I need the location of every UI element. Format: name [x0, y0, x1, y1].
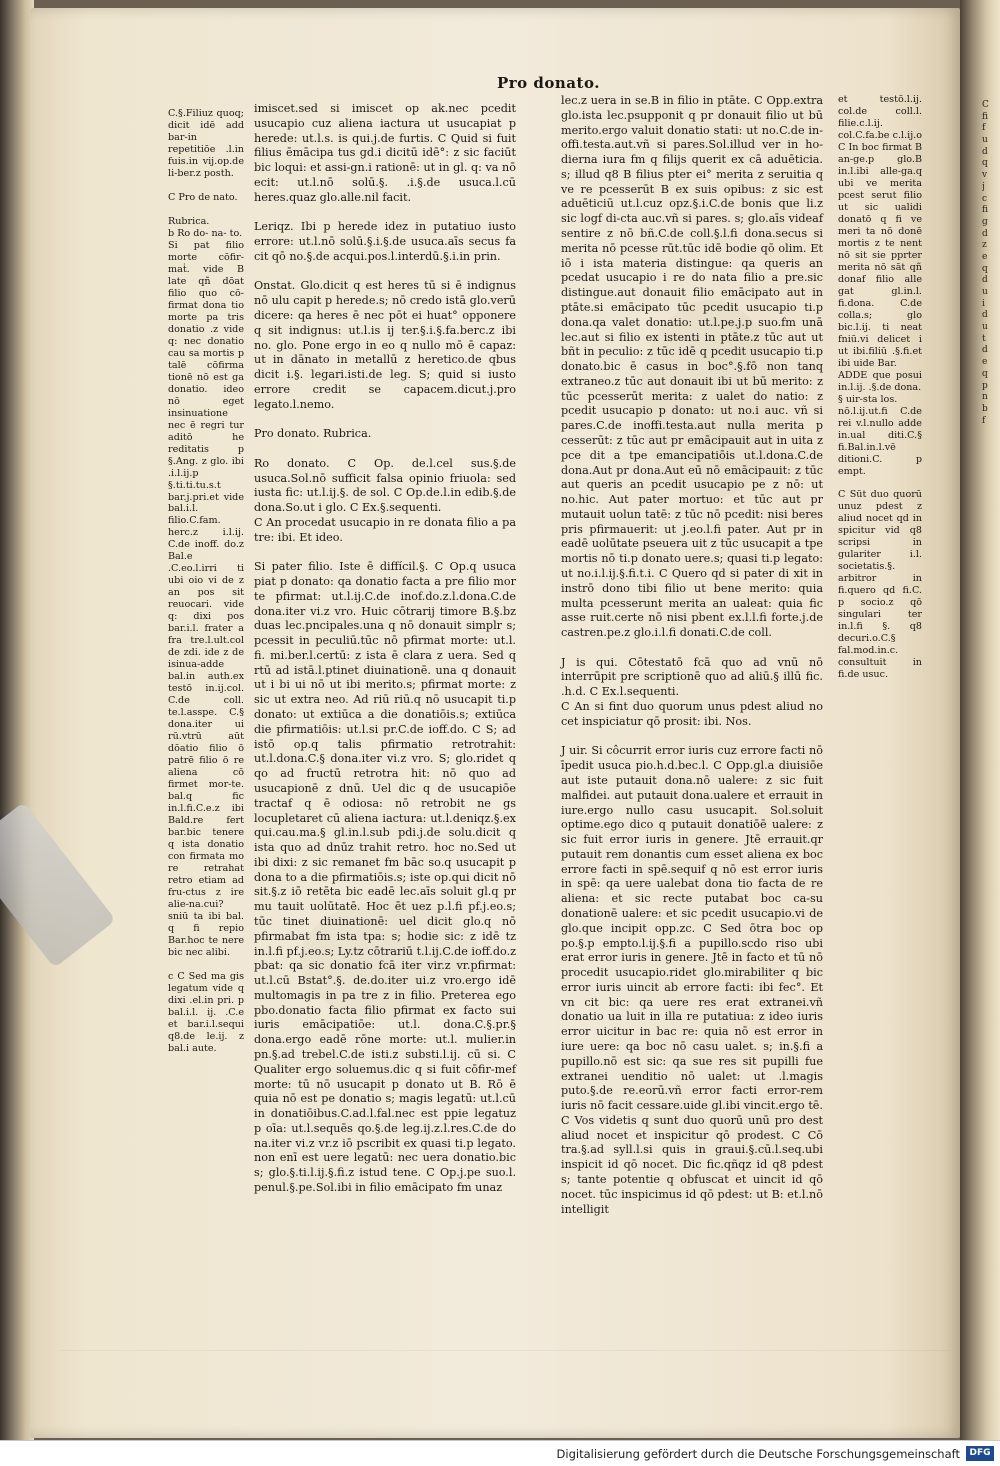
- running-head: Pro donato.: [497, 74, 600, 92]
- left-marginal-gloss: C.§.Filiuz quoq; dicit idē add bar-in repetitiōe .l.in fuis.in vij.op.de li-ber.z posth. C Pro de nato. Rubrica. b Ro do- na- to. Si pat filio morte cōfir-maṫ. vide B late qñ dōat filio quo cō-firmat dona tio morte pa tris donatio .z vide q: nec donatio cau sa mortis p talē cōfirma tionē nō est ga donatio. ideo nō eget insinuatione nec ē regri tur aditō he reditatis p §.Ang. z glo. ibi .i.l.ij.p §.ti.ti.tu.s.t bar.j.pri.et vide bal.i.l. filio.C.fam. herc.z i.l.ij. C.de inoff. do.z Bal.e .C.eo.l.irri ti ubi oio vi de z an pos sit reuocari. vide q: dixi pos bar.i.l. frater a fra tre.l.ult.col de zdi. ide z de isinua-adde bal.in auth.ex testō in.ij.col. C.de coll. te.l.asspe. C.§ dona.iter ui rū.vtrū aūt dōatio filio ō patrē filio ō re aliena cō firmet mor-te. bal.q fic in.l.fi.C.e.z ibi Bald.re fert bar.bic tenere q ista donatio con firmata mo re retrahat retro etiam ad fru-ctus z ire alie-na.cui? sniū ta ibi bal. q fi repio Bar.hoc te nere bic nec alibi. c C Sed ma gis legatum vide q dixi .el.in pri. p bal.i.l. ij. .C.e et bar.i.l.sequi q8.de le.ij. z bal.i aute.: [168, 108, 244, 1054]
- right-marginal-gloss: et testō.l.ij. col.de coll.l. filie.c.l.ij. col.C.fa.be c.l.ij.o C In boc firmat B an-ge.p glo.B in.l.ibi alle-ga.q ubi ve merita pcest serut filio ut sic ualidi donatō q fi ve meri ta nō donē mortis z te nent nō sit sie pprter merita nō sāt qñ donaf filio alle gat gl.in.l. fi.dona. C.de colla.s; glo bic.l.ij. ti neat fniū.vi delicet i ut ibi.filiū .§.fi.et ibi uide Bar. ADDE que posui in.l.ij. .§.de dona. § uir-sta los. nō.l.ij.ut.fi C.de rei v.l.nullo adde in.ual diti.C.§ fi.Bal.in.l.vē ditioni.C. p empt. C Sūt duo quorū unuz pdest z aliud nocet qd in spicitur vid q8 scripsi in gulariter i.l. societatis.§. arbitror in fi.quero qd fi.C. p socio.z qō singulari ter in.l.fi §. q8 decuri.o.C.§ fal.mod.in.c. consultuit in fi.de usuc.: [838, 94, 922, 681]
- footer-credit: Digitalisierung gefördert durch die Deutsche Forschungsgemeinschaft: [556, 1447, 960, 1461]
- main-column-left: imiscet.sed si imiscet op ak.nec pcedit usucapio cuz aliena iactura ut usucapiat p herede: ut.l.s. is qui.j.de furtis. C Quid si fuit filius ēmācipa tus gd.i dicitū idē°: z sic faciūt bic loqui: et assi-gn.i rationē: ut in gl. q: va nō ecit: ut.l.nō solū.§. .i.§.de usuca.l.cū heres.quaz glo.alle.nil facit. Leriqz. Ibi p herede idez in putatiuo iusto errore: ut.l.nō solū.§.i.§.de usuca.aīs secus fa cit qō no.§.de acqui.pos.l.interdū.§.i.in prin. Onstat. Glo.dicit q est heres tū si ē indignus nō ulu capit p herede.s; nō credo istā glo.verū dicere: qa heres ē nec pōt ei huat° opponere q sit indignus: ut.l.is ij ter.§.i.§.fa.berc.z ibi no. glo. Pone ergo in eo q nullo mō ē capaz: ut in dānato in metallū z heretico.de qbus dicit i.§. legari.isti.de leg. S; quid si iusto errore credit se capacem.dicut.j.pro legato.l.nemo. Pro donato. Rubrica. Ro donato. C Op. de.l.cel sus.§.de usuca.Sol.nō sufficit falsa opinio friuola: sed iusta fic: ut.l.ij.§. de sol. C Op.de.l.in edib.§.de dona.So.ut i glo. C Ex.§.sequenti. C An procedat usucapio in re donata filio a pa tre: ibi. Et ideo. Si pater filio. Iste ē diffícil.§. C Op.q usuca piat p donato: qa donatio facta a pre filio mor te pfirmat: ut.l.ij.C.de inof.do.z.l.dona.C.de dona.iter vi.z vro. Huic cōtrarij timore B.§.bz duas lec.pncipales.una q nō donauit simplr s; pcessit in peculiū.tūc nō pfirmat morte: ut.l. fi. mi.ber.l.certū: z ista ē clara z uera. Sed q rtū ad istā.l.ptinet diuinationē. una q donauit ut i bi ui nō ut ibi merito.s; pfirmat morte: z sic ut extra neo. Ad riū riū.q nō usucapit ti.p donato: ut extiūca a die donatiōis.s; extiūca die pfirmatiōis: ut.l.si pr.C.de ioff.do. C S; ad istō op.q talis pfirmatio retrotrahit: ut.l.dona.C.§ dona.iter vi.z vro. S; glo.ridet q qo ad fructū retrotra hit: nō quo ad usucapionē z dnū. Uel dic q de usucapiōe tractaf q ē odiosa: nō retrobit ne gs locupletaret cū aliena iactura: ut.l.deniqz.§.ex qui.cau.ma.§ gl.in.l.sub pdi.j.de solu.dicit q ista quo ad dnūz trahit retro. hoc no.Sed ut ibi dixi: z sic remanet fm bāc so.q usucapit p dona to a die pfirmatiōis.s; iste op.qui dicit nō sit.§.z iō retēta bic eadē lec.aīs soluit gl.q pr mu tauit uolūtatē. Hoc ēt uez p.l.fi pf.j.eo.s; tūc tinet diuinationē: uel dicit glo.q nō pfirmabat fm ista tpa: s; hodie sic: z idē tz in.l.fi pf.j.eo.s; Ly.tz cōtrariū t.l.ij.C.de ioff.do.z pbat: qa sic donatio fcā iter vir.z vr.pfirmat: ut.l.cū Bstat°.§. de.do.iter ui.z vro.ergo idē multomagis in pa tre z in filio. Preterea ego pbo.donatio facta filio pfirmat ex facto sui iuris emācipatiōe: ut.l. dona.C.§.pr.§ dona.ergo eadē rōne morte: ut.l. mulier.in pn.§.ad trebel.C.de isti.z substi.l.ij. cū si. C Qualiter ergo soluemus.dic q si fuit cōfir-mef morte: tū nō usucapit p donato ut B. Rō ē quia nō est pe donatio s; magis legatū: ut.l.cū in donatiōibus.C.ad.l.fal.nec est ppie legatuz p oīa: ut.l.sequēs qo.§.de leg.ij.z.l.res.C.de do na.iter vi.z vr.z iō pscribit ex quasi ti.p legato. non enī est uere legatū: nec uera donatio.bic s; glo.§.ti.l.ij.§.fi.z istud tene. C Op.j.pe suo.l. penul.§.pe.Sol.ibi in filio emācipato fm unaz: [254, 102, 516, 1195]
- facing-page-fragment: C fi f u d q v j c fi g d z e q d u i d u t d e q p n b f: [982, 100, 989, 426]
- dfg-logo-icon: DFG: [966, 1446, 994, 1461]
- book-edge-left: [0, 0, 34, 1440]
- main-column-right: lec.z uera in se.B in filio in ptāte. C Opp.extra glo.ista lec.psupponit q pr donauit filio ut bū merito.ergo valuit donatio stati: ut no.C.de in-offi.testa.aut.vñ si pares.Sol.illud ver in ho-dierna iura fm q filijs querit ex cā aduēticia. s; illud q8 B filius pter ei° merita z seruitia q ve re pcesserūt B ex suis opibus: z sic est aduēticiū ut.l.cuz opz.§.i.C.de bonis que li.z sic logf di-cta auc.vñ si pares. s; glo.aīs videaf sentire z nō bñ.C.de coll.§.l.fi dona.secus si merita nō pcesse rūt.tūc idē bodie qō olim. Et iō i ista materia distingue: qa queris an pcedat usucapio i re do nata filio a pre.sic distingue.aut donauit filio emācipato aut in ptāte.si emācipato tūc pcedit usucapio ti.p dona.qa valet donatio: ut.l.pe.j.p suo.fm unā lec.aut si filio ex istenti in ptāte.z tūc aut ut bñt in peculio: z tūc idē q pcedit usucapio ti.p donato.bic ē casus in boc°.§.fō non tanq extraneo.z tūc aut donauit ibi ut bū merito: z tūc pcesserūt merita: z ualet do natio: z pcedit usucapio p donato: ut no.i auc. vñ si pares.C.de inoffi.testa.aut nulla merita p cesserūt: z tūc aut pr emācipauit aut in uita z pce dit a tpe emancipatiōis ut.l.dona.C.de dona.Aut pr dona.Aut eū nō emācipauit: z tūc aut queris an pcedit usucapio pe z nō: ut no.hic. Aut pater mortuo: et tūc aut pr mutauit uolun tatē: z tūc nō pcedit: nisi beres pris pfirmauerit: ut j.eo.l.fi pater. Aut pr in eadē uolūtate pseuera uit z tūc usucapit a tpe mortis nō ti.p donato uere.s; quasi ti.p legato: ut no.i.l.ij.§.fi.t.i. C Quero qd si pater di xit in instrō dono tibi filio ut bene merito: quia multa pcesserunt merita an ualeat: quia fic asse ruit.certe nō nisi pbent ex.l.l.fi forte.j.de castren.pe.z glo.i.l.fi donati.C.de coll. J is qui. Cōtestatō fcā quo ad vnū nō interrūpit pre scriptionē quo ad aliū.§ illū fic. .h.d. C Ex.l.sequenti. C An si fint duo quorum unus pdest aliud no cet inspiciatur qō prosit: ibi. Nos. J uir. Si côcurrit error iuris cuz errore facti nō īpedit usuca pio.h.d.bec.l. C Opp.gl.a diuisiōe aut iste putauit dona.nō ualere: z sic fuit malfidei. aut putauit dona.ualere et errauit in iure.ergo nullo casu usucapit. Sol.soluit optime.ego dico q putauit donatiōē ualere: z sic fuit error iuris in genere. Jtē errauit.qr putauit rem donantis cum esset aliena ex boc errore facti in spē.sequif q nō est error iuris in spē: qa uere ualebat dona tio facta de re aliena: et sic recte putabat boc ca-su donationē ualere: et sic pcedit usucapio.vi de glo.que incipit opp.zc. C Sed ōtra boc op po.§.p empto.l.ij.§.fi a pupillo.scdo riso ubi erat error iuris in genere. Jtē in facto et tū nō procedit usucapio.ridet glo.mirabiliter q bic error iuris uincit ab errore facti: ibi fec°. Et vn cit bic: qa uere res erat extranei.vñ donatio ua luit in illa re putatiua: z ideo iuris error uicitur in bac re: quia nō est error in iure uere: qa boc nō casu ualet. s; in.§.fi a pupillo.nō est sic: qa sue res sit pupilli fue extranei uenditio nō ualet: ut .l.magis puto.§.de re.eorū.vñ error facti error-rem iuris nō facit cessare.uide gl.ibi vincit.ergo tē. C Vos videtis q sunt duo quorū unū pro dest aliud nocet et inspicitur qō prodest. C Cō tra.§.ad syll.l.si quis in graui.§.cū.l.seq.ubi inspicit id qō nocet. Dic fic.qñqz id q8 pdest s; tante potentie q obfuscat et uincit id qō nocet. tūc inspicimus id qō pdest: ut B: et.l.nō intelligit: [561, 94, 823, 1216]
- digitization-footer: [0, 1440, 1000, 1466]
- page-fold-line: [60, 1350, 950, 1351]
